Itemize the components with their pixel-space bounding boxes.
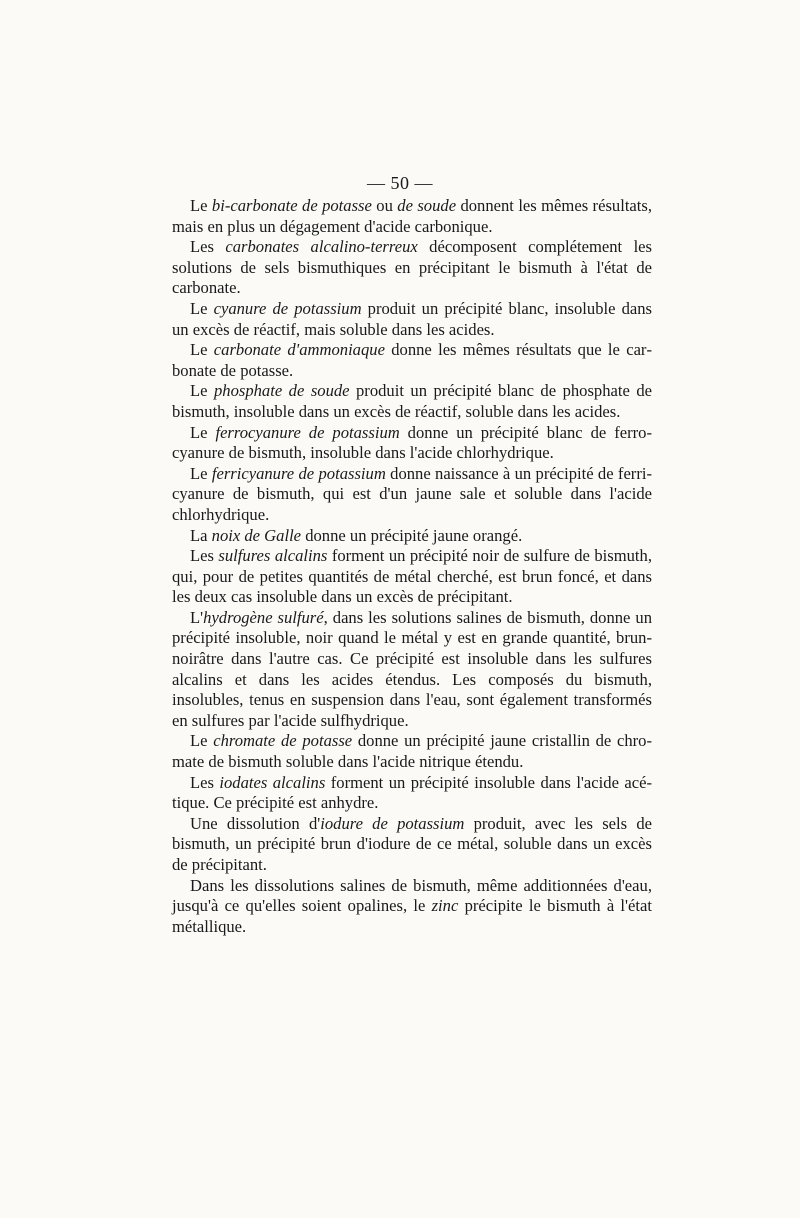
text-run: La	[190, 525, 212, 545]
text-run: forment un précipité insoluble dans l'acide acétique. Ce précipité est anhydre.	[172, 772, 652, 813]
text-run: donne les mêmes résultats que le carbonate de potasse.	[172, 340, 652, 380]
text-run: décomposent complétement les solutions de sels bismuthiques en précipitant le bismuth à l'état de carbonate.	[172, 237, 653, 298]
paragraph	[172, 464, 652, 526]
paragraph	[172, 237, 652, 299]
italic-term: iodure de potassium	[320, 813, 465, 833]
italic-term: sulfures alcalins	[218, 546, 328, 566]
paragraph	[172, 608, 652, 732]
italic-term: cyanure de potassium	[213, 298, 362, 318]
italic-term: noix de Galle	[211, 525, 302, 545]
italic-term: chromate de potasse	[213, 731, 353, 751]
paragraph	[172, 423, 652, 464]
text-run: donne naissance à un précipité de ferri-cyanure de bismuth, qui est d'un jaune sale et soluble dans l'acide chlorhydrique.	[172, 463, 652, 524]
text-run: Le	[190, 340, 214, 360]
italic-term: iodates alcalins	[219, 772, 326, 792]
text-run: donnent les mêmes résultats, mais en plus un dégagement d'acide carbonique.	[172, 196, 653, 236]
paragraph	[172, 196, 652, 237]
paragraph	[172, 731, 652, 772]
italic-term: hydrogène sulfuré	[203, 607, 324, 627]
text-run: L'	[190, 607, 204, 627]
paragraph	[172, 876, 652, 938]
text-run: donne un précipité blanc de ferrocyanure de bismuth, insoluble dans l'acide chlorhydrique.	[172, 422, 652, 463]
italic-term: carbonate d'ammoniaque	[213, 340, 385, 360]
paragraph	[172, 526, 652, 547]
italic-term: ferricyanure de potassium	[211, 463, 386, 483]
text-run: Les	[190, 546, 219, 566]
text-run: précipite le bismuth à l'état métallique.	[172, 896, 652, 936]
paragraph	[172, 381, 652, 422]
italic-term: zinc	[431, 896, 459, 916]
text-run: produit un précipité blanc, insoluble dans un excès de réactif, mais soluble dans les acides.	[172, 298, 652, 339]
text-run: , dans les solutions salines de bismuth, donne un précipité insoluble, noir quand le métal y est en grande quantité, brun-noirâtre dans l'autre cas. Ce précipité est insoluble dans les sulfures alcalins et dans les acides étendus. Les composés du bismuth, insolubles, tenus en suspension dans l'eau, sont également transformés en sulfures par l'acide sulfhydrique.	[172, 607, 652, 730]
text-run: Le	[190, 422, 216, 442]
paragraph	[172, 546, 652, 608]
text-run: ou	[371, 196, 398, 215]
text-run: Une dissolution d'	[190, 813, 321, 833]
text-run: produit un précipité blanc de phosphate de bismuth, insoluble dans un excès de réactif, soluble dans les acides.	[172, 381, 652, 421]
page-number: — 50 —	[367, 173, 433, 193]
paragraph	[172, 773, 652, 814]
text-run: forment un précipité noir de sulfure de bismuth, qui, pour de petites quantités de métal cherché, est brun foncé, et dans les deux cas insoluble dans un excès de précipitant.	[172, 546, 652, 607]
paragraph	[172, 299, 652, 340]
text-run: donne un précipité jaune orangé.	[301, 525, 523, 545]
text-run: Le	[190, 463, 212, 483]
paragraph	[172, 814, 652, 876]
italic-term: carbonates alcalino-terreux	[225, 237, 418, 257]
text-run: Le	[190, 298, 214, 318]
italic-term: de soude	[397, 196, 457, 215]
text-run: donne un précipité jaune cristallin de chromate de bismuth soluble dans l'acide nitrique étendu.	[172, 731, 653, 772]
text-run: produit, avec les sels de bismuth, un précipité brun d'iodure de ce métal, soluble dans un excès de précipitant.	[172, 813, 652, 874]
text-run: Les	[190, 237, 226, 257]
body-text	[172, 196, 652, 937]
italic-term: phosphate de soude	[213, 381, 350, 401]
text-run: Le	[190, 381, 214, 401]
paragraph	[172, 340, 652, 381]
italic-term: ferrocyanure de potassium	[215, 422, 400, 442]
text-run: Les	[190, 772, 220, 792]
italic-term: bi-carbonate de potasse	[211, 196, 372, 215]
text-run: Dans les dissolutions salines de bismuth, même additionnées d'eau, jusqu'à ce qu'elles soient opalines, le	[172, 875, 652, 916]
text-run: Le	[190, 196, 212, 215]
text-run: Le	[190, 731, 214, 751]
